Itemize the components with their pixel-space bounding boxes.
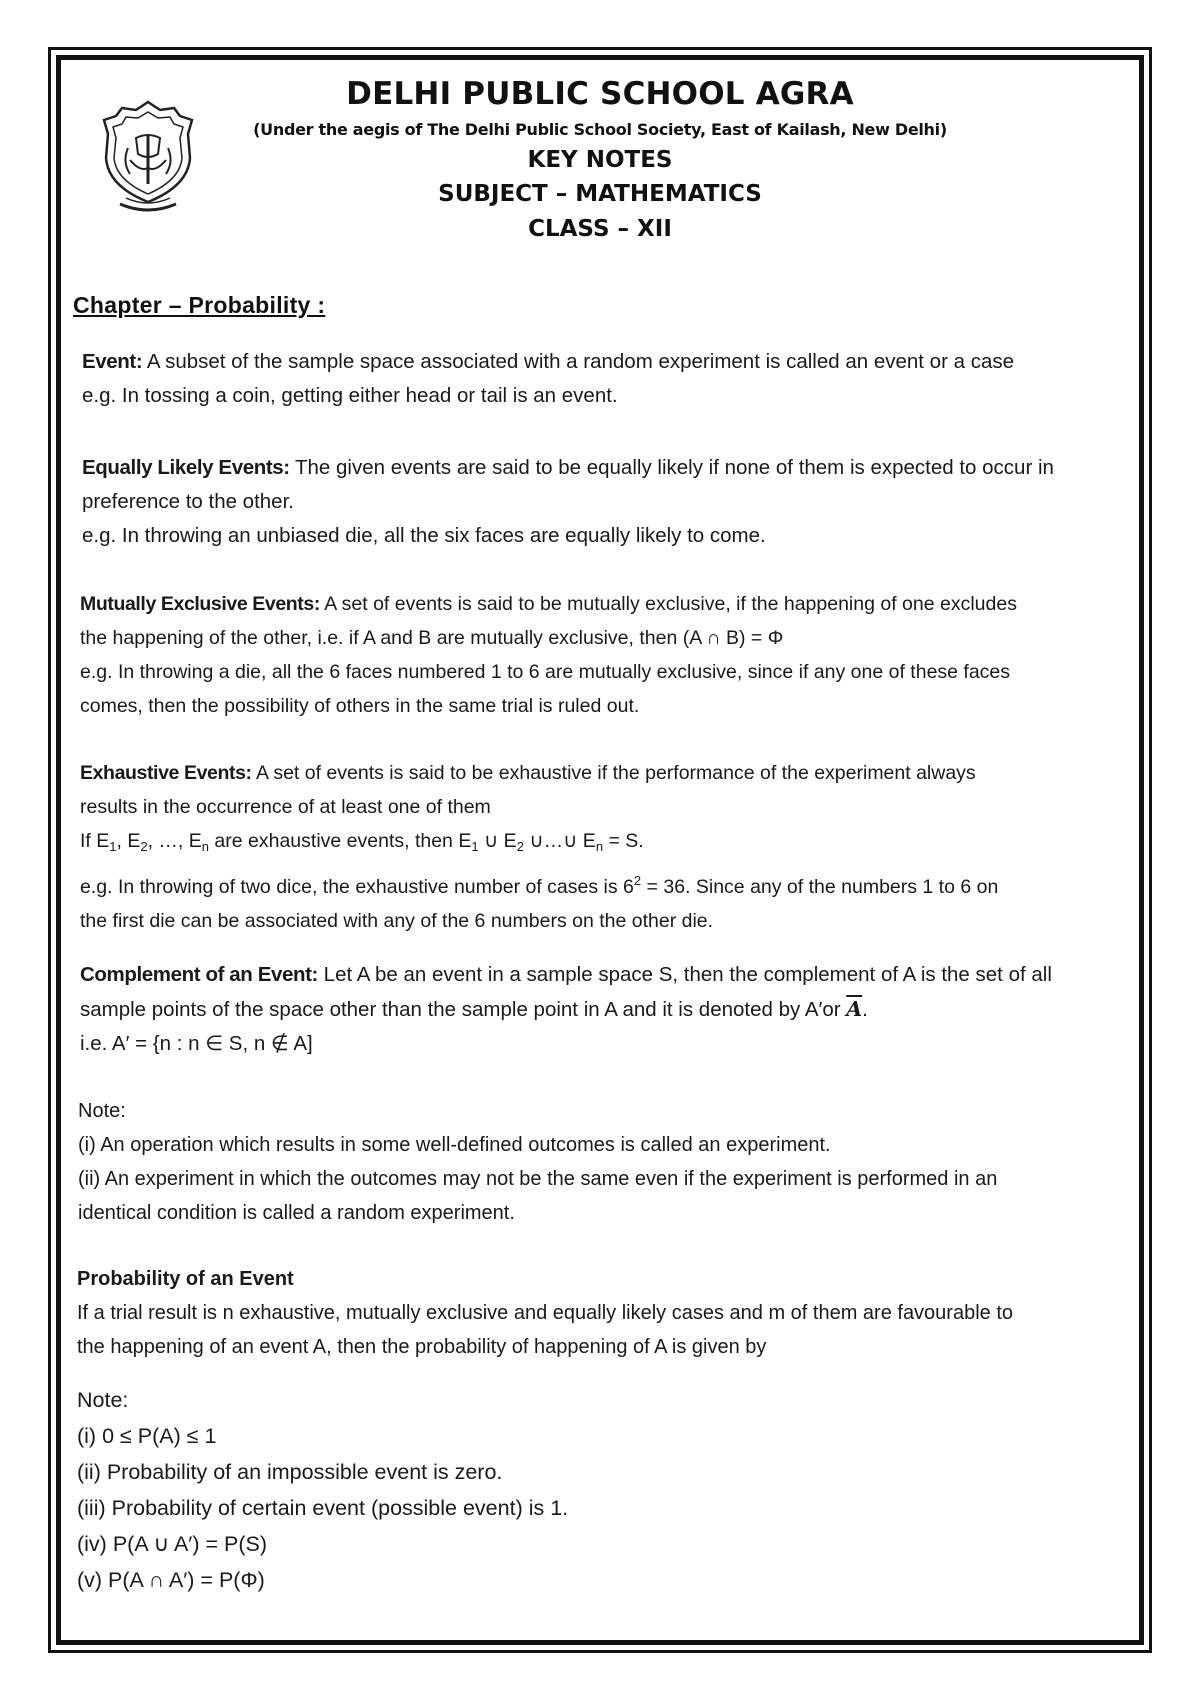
complement-symbol: $\overline{A}$ — [846, 997, 863, 1021]
school-aegis-line: (Under the aegis of The Delhi Public School Society, East of Kailash, New Delhi) — [253, 120, 947, 139]
exhaustive-example-2: the first die can be associated with any of the 6 numbers on the other die. — [80, 910, 714, 932]
exhaustive-label: Exhaustive Events: — [80, 762, 252, 784]
note-item: (i) An operation which results in some well-defined outcomes is called an experiment. — [78, 1134, 831, 1156]
formula-part: = S. — [603, 830, 644, 852]
event-label: Event: — [82, 350, 143, 373]
formula-part: If E — [80, 830, 110, 852]
probability-text: If a trial result is n exhaustive, mutually exclusive and equally likely cases and m of them are favourable to — [77, 1302, 1014, 1324]
subscript: n — [595, 839, 604, 854]
event-example: e.g. In tossing a coin, getting either head or tail is an event. — [82, 384, 618, 407]
complement-text-part: sample points of the space other than the sample point in A and it is denoted by A′or — [80, 998, 847, 1021]
class-line: CLASS – XII — [528, 216, 672, 242]
superscript: 2 — [633, 873, 642, 888]
event-definition — [82, 345, 1092, 379]
note-item: (i) 0 ≤ P(A) ≤ 1 — [77, 1424, 217, 1448]
note-title: Note: — [77, 1388, 129, 1412]
complement-text: Let A be an event in a sample space S, then the complement of A is the set of all — [317, 963, 1052, 986]
mutually-exclusive-definition — [80, 587, 1090, 621]
equally-likely-text: The given events are said to be equally likely if none of them is expected to occur in — [289, 456, 1054, 479]
mutually-exclusive-example: e.g. In throwing a die, all the 6 faces numbered 1 to 6 are mutually exclusive, since if any one of these faces — [80, 661, 1011, 683]
complement-label: Complement of an Event: — [80, 963, 318, 986]
equally-likely-text-2: preference to the other. — [82, 490, 294, 513]
subscript: 2 — [516, 839, 524, 854]
note-item-continued: identical condition is called a random experiment. — [78, 1202, 515, 1224]
complement-text-2 — [80, 992, 1090, 1027]
subscript: 2 — [140, 839, 148, 854]
exhaustive-definition — [80, 756, 1090, 790]
event-section — [82, 345, 1092, 413]
equally-likely-example: e.g. In throwing an unbiased die, all the six faces are equally likely to come. — [82, 524, 766, 547]
equally-likely-section — [82, 451, 1092, 553]
subscript: 1 — [471, 839, 479, 854]
note-item: (v) P(A ∩ A′) = P(Φ) — [77, 1568, 265, 1592]
formula-part: , …, E — [147, 830, 202, 852]
exhaustive-text: A set of events is said to be exhaustive if the performance of the experiment always — [251, 762, 976, 784]
exhaustive-text-2: results in the occurrence of at least one of them — [80, 796, 491, 818]
example-part: e.g. In throwing of two dice, the exhaustive number of cases is 6 — [80, 876, 634, 898]
probability-section — [77, 1262, 1087, 1364]
mutually-exclusive-text: A set of events is said to be mutually exclusive, if the happening of one excludes — [319, 593, 1017, 615]
event-text: A subset of the sample space associated with a random experiment is called an event or a case — [142, 350, 1015, 373]
complement-definition — [80, 958, 1090, 992]
exhaustive-example — [80, 864, 1090, 904]
note-title: Note: — [78, 1100, 126, 1122]
formula-part: , E — [116, 830, 141, 852]
note-item: (iii) Probability of certain event (possible event) is 1. — [77, 1496, 569, 1520]
document-type: KEY NOTES — [527, 147, 673, 173]
mutually-exclusive-section — [80, 587, 1090, 723]
exhaustive-section — [80, 756, 1090, 938]
formula-part: ∪…∪ E — [523, 830, 596, 852]
exhaustive-formula — [80, 824, 1090, 864]
complement-text-part: . — [862, 998, 868, 1021]
note-item: (ii) Probability of an impossible event is zero. — [77, 1460, 503, 1484]
note-item: (ii) An experiment in which the outcomes may not be the same even if the experiment is performed in an — [78, 1168, 998, 1190]
note-probability-section — [77, 1382, 1087, 1598]
mutually-exclusive-label: Mutually Exclusive Events: — [80, 593, 320, 615]
equally-likely-label: Equally Likely Events: — [82, 456, 290, 479]
formula-part: ∪ E — [478, 830, 517, 852]
chapter-heading: Chapter – Probability : — [73, 292, 326, 318]
complement-set-notation: i.e. A′ = {n : n ∈ S, n ∉ A] — [80, 1032, 313, 1055]
complement-section — [80, 958, 1090, 1061]
note-item: (iv) P(A ∪ A′) = P(S) — [77, 1532, 268, 1556]
probability-text-2: the happening of an event A, then the probability of happening of A is given by — [77, 1336, 767, 1358]
formula-part: are exhaustive events, then E — [209, 830, 472, 852]
mutually-exclusive-text-2: the happening of the other, i.e. if A and B are mutually exclusive, then (A ∩ B) = Φ — [80, 627, 784, 649]
equally-likely-definition — [82, 451, 1092, 485]
note-experiment-section — [78, 1094, 1088, 1230]
subject-line: SUBJECT – MATHEMATICS — [438, 181, 762, 207]
subscript: n — [201, 839, 209, 854]
probability-heading: Probability of an Event — [77, 1268, 294, 1290]
example-part: = 36. Since any of the numbers 1 to 6 on — [641, 876, 999, 898]
subscript: 1 — [109, 839, 117, 854]
school-name: DELHI PUBLIC SCHOOL AGRA — [346, 76, 854, 112]
mutually-exclusive-example-2: comes, then the possibility of others in the same trial is ruled out. — [80, 695, 640, 717]
